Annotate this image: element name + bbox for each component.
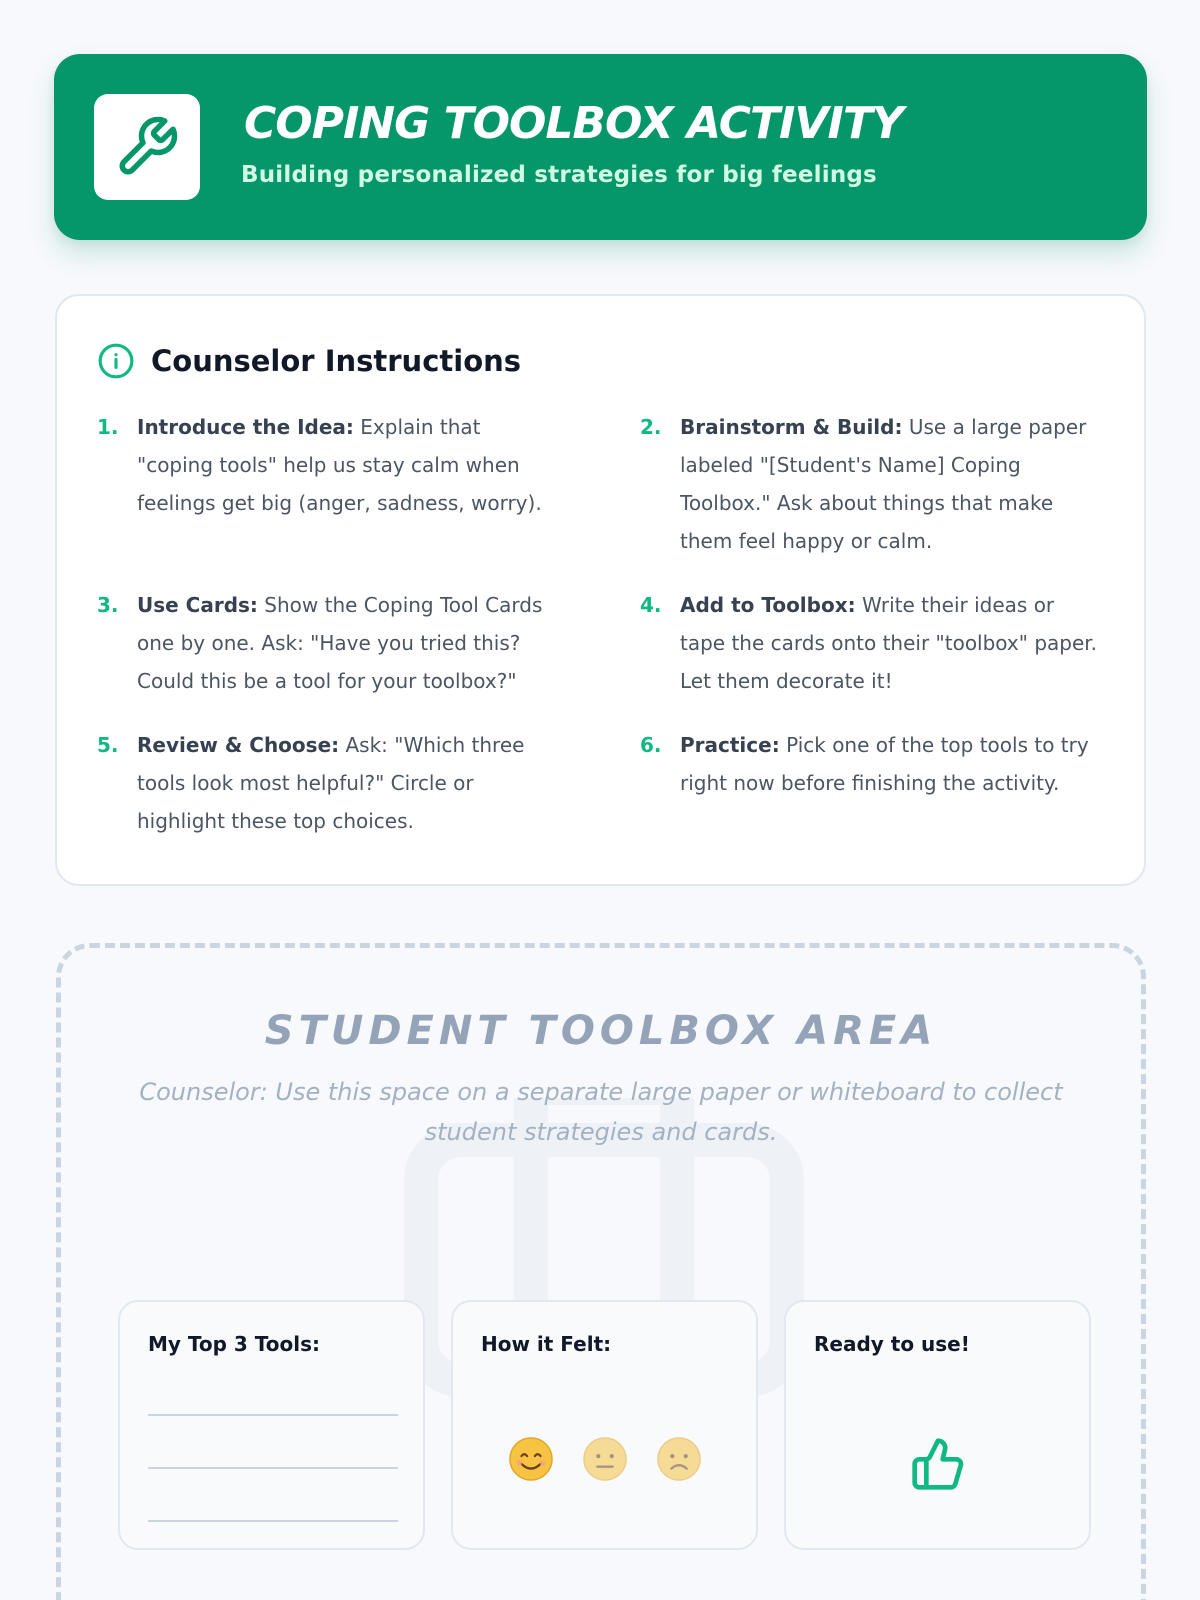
write-line[interactable] — [148, 1520, 398, 1522]
step-text: Explain that "coping tools" help us stay calm when feelings get big (anger, sadness, worry). — [137, 415, 542, 515]
write-line[interactable] — [148, 1414, 398, 1416]
step-number: 6. — [640, 733, 662, 757]
page-subtitle: Building personalized strategies for big feelings — [241, 162, 877, 188]
happy-face-icon[interactable] — [508, 1436, 554, 1482]
header-icon-box — [94, 94, 200, 200]
step-text: Show the Coping Tool Cards one by one. Ask: "Have you tried this? Could this be a tool for your toolbox?" — [137, 593, 543, 693]
page-title: COPING TOOLBOX ACTIVITY — [244, 98, 903, 149]
step-label: Add to Toolbox: — [680, 593, 856, 617]
instruction-step-5 — [97, 726, 557, 840]
instruction-step-1 — [97, 408, 557, 522]
sad-face-icon[interactable] — [656, 1436, 702, 1482]
neutral-face-icon[interactable] — [582, 1436, 628, 1482]
top-tools-title: My Top 3 Tools: — [148, 1332, 321, 1356]
step-number: 1. — [97, 415, 119, 439]
step-text: Write their ideas or tape the cards onto their "toolbox" paper. Let them decorate it! — [680, 593, 1098, 693]
instructions-card — [55, 294, 1146, 886]
thumb-wrap — [786, 1436, 1089, 1492]
instructions-heading — [97, 342, 521, 380]
thumbs-up-icon — [910, 1436, 966, 1492]
top-tools-card — [118, 1300, 425, 1550]
how-it-felt-card — [451, 1300, 758, 1550]
step-text: Use a large paper labeled "[Student's Name] Coping Toolbox." Ask about things that make them feel happy or calm. — [680, 415, 1087, 553]
instruction-step-2 — [640, 408, 1100, 560]
step-label: Brainstorm & Build: — [680, 415, 903, 439]
step-text: Ask: "Which three tools look most helpful?" Circle or highlight these top choices. — [137, 733, 525, 833]
student-toolbox-area — [56, 943, 1146, 1600]
wrench-icon — [114, 114, 180, 180]
step-number: 5. — [97, 733, 119, 757]
step-label: Use Cards: — [137, 593, 258, 617]
step-number: 2. — [640, 415, 662, 439]
header-banner — [54, 54, 1147, 240]
instruction-step-6 — [640, 726, 1100, 802]
step-number: 3. — [97, 593, 119, 617]
ready-to-use-title: Ready to use! — [814, 1332, 970, 1356]
how-it-felt-title: How it Felt: — [481, 1332, 612, 1356]
info-icon — [97, 342, 135, 380]
instruction-step-3 — [97, 586, 557, 700]
write-line[interactable] — [148, 1467, 398, 1469]
instructions-title: Counselor Instructions — [151, 344, 522, 378]
toolbox-area-title: STUDENT TOOLBOX AREA — [264, 1008, 938, 1054]
toolbox-area-note: Counselor: Use this space on a separate large paper or whiteboard to collect student strategies and cards. — [139, 1078, 1063, 1146]
step-text: Pick one of the top tools to try right now before finishing the activity. — [680, 733, 1089, 795]
step-label: Review & Choose: — [137, 733, 340, 757]
emoji-rating-row — [453, 1436, 756, 1482]
step-label: Practice: — [680, 733, 780, 757]
instruction-step-4 — [640, 586, 1100, 700]
step-label: Introduce the Idea: — [137, 415, 354, 439]
ready-to-use-card — [784, 1300, 1091, 1550]
step-number: 4. — [640, 593, 662, 617]
